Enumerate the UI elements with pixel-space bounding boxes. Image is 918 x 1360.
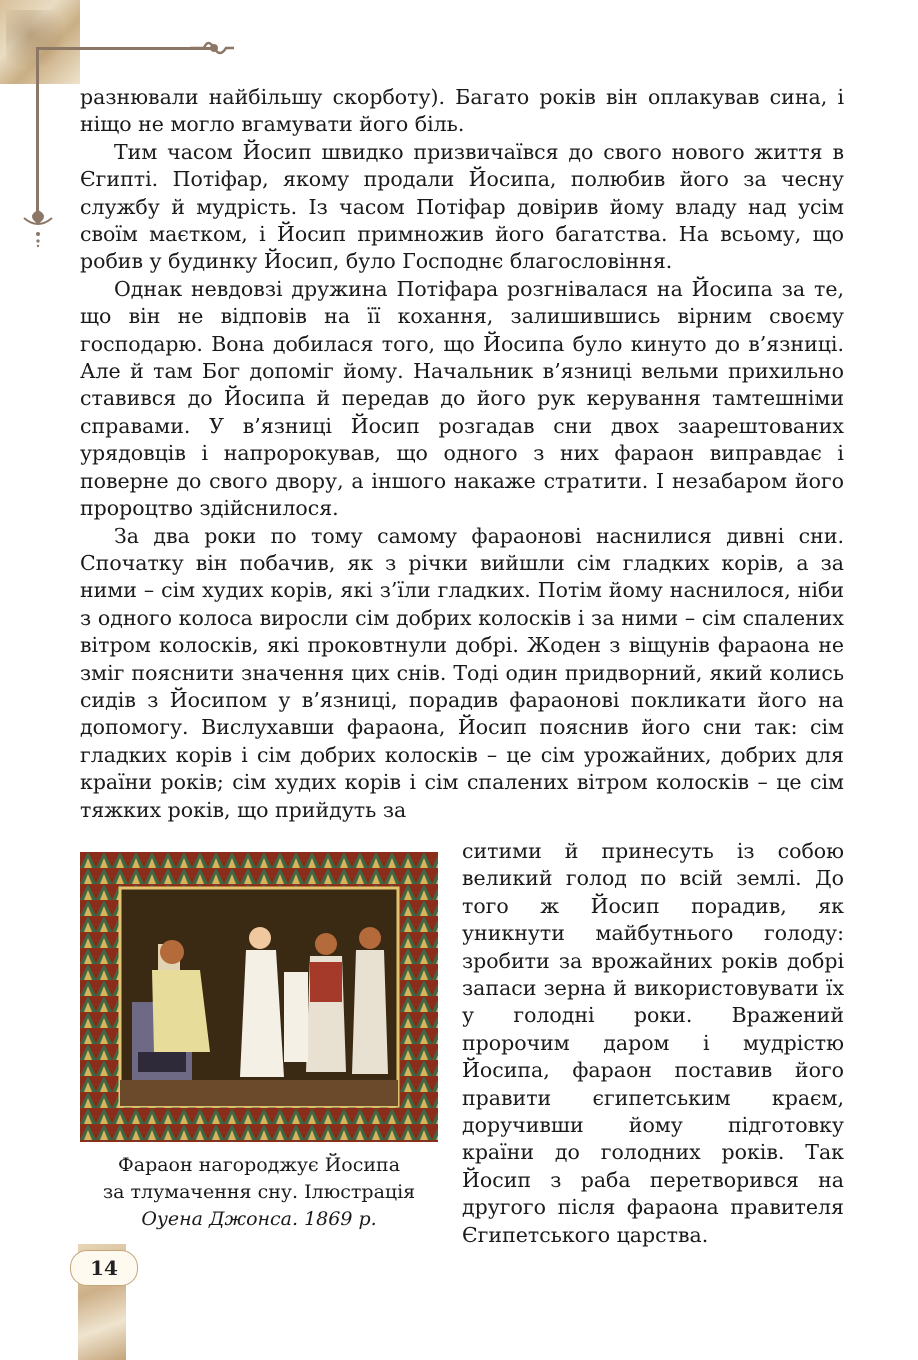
flourish-icon (22, 196, 54, 248)
illustration (80, 852, 438, 1142)
paragraph: Однак невдовзі дружина Потіфара розгнівалася на Йосипа за те, що він не відповів на її кохання, залишившись вірним своєму господарю. Вона добилася того, що Йосипа було кинуто до в’язниці. Але й там Бог допоміг йому. Начальник в’язниці вельми прихильно ставився до Йосипа й передав до його рук керування тамтешніми справами. У в’язниці Йосип розгадав сни двох заарештованих урядовців і напророкував, що одного з них фараон виправдає і поверне до свого двору, а іншого накаже стратити. І незабаром його пророцтво здійснилося. (80, 276, 844, 521)
decorative-rule-horizontal (36, 47, 216, 50)
decorative-rule-vertical (36, 47, 39, 212)
corner-ornament-top (0, 0, 80, 84)
side-text (462, 838, 844, 1249)
main-text (80, 84, 844, 824)
caption-line-author: Оуена Джонса. 1869 р. (141, 1208, 377, 1230)
paragraph: ситими й принесуть із собою великий голод по всій землі. До того ж Йосип порадив, як уникнути майбутнього голоду: зробити за врожайних років добрі запаси зерна й використовувати їх у голодні роки. Вражений пророчим даром і мудрістю Йосипа, фараон поставив його правити єгипетським краєм, доручивши йому підготовку країни до голодних років. Так Йосип з раба перетворився на другого після фараона правителя Єгипетського царства. (462, 839, 844, 1247)
caption-line: Фараон нагороджує Йосипа (117, 1154, 401, 1176)
paragraph: разнювали найбільшу скорботу). Багато років він оплакував сина, і ніщо не могло вгамувати його біль. (80, 85, 844, 137)
illustration-caption (80, 1152, 438, 1233)
paragraph: За два роки по тому самому фараонові наснилися дивні сни. Спочатку він побачив, як з річки вийшли сім гладких корів, а за ними – сім худих корів, які з’їли гладких. Потім йому наснилося, ніби з одного колоса виросли сім добрих колосків і за ними – сім спалених вітром колосків, які проковтнули добрі. Жоден з віщунів фараона не зміг пояснити значення цих снів. Тоді один придворний, який колись сидів з Йосипом у в’язниці, порадив фараонові покликати його на допомогу. Вислухавши фараона, Йосип пояснив його сни так: сім гладких корів і сім добрих колосків – це сім урожайних, добрих для країни років; сім худих корів і сім спалених вітром колосків – це сім тяжких років, що прийдуть за (80, 523, 844, 822)
caption-line: за тлумачення сну. Ілюстрація (102, 1181, 416, 1203)
illustration-image (80, 852, 438, 1142)
paragraph: Тим часом Йосип швидко призвичаївся до свого нового життя в Єгипті. Потіфар, якому продали Йосипа, полюбив його за чесну службу й мудрість. Із часом Потіфар довірив йому владу над усім своїм маєтком, і Йосип примножив його багатства. На всьому, що робив у будинку Йосип, було Господнє благословіння. (80, 139, 844, 274)
page-number: 14 (70, 1250, 138, 1286)
flourish-icon (190, 36, 234, 62)
